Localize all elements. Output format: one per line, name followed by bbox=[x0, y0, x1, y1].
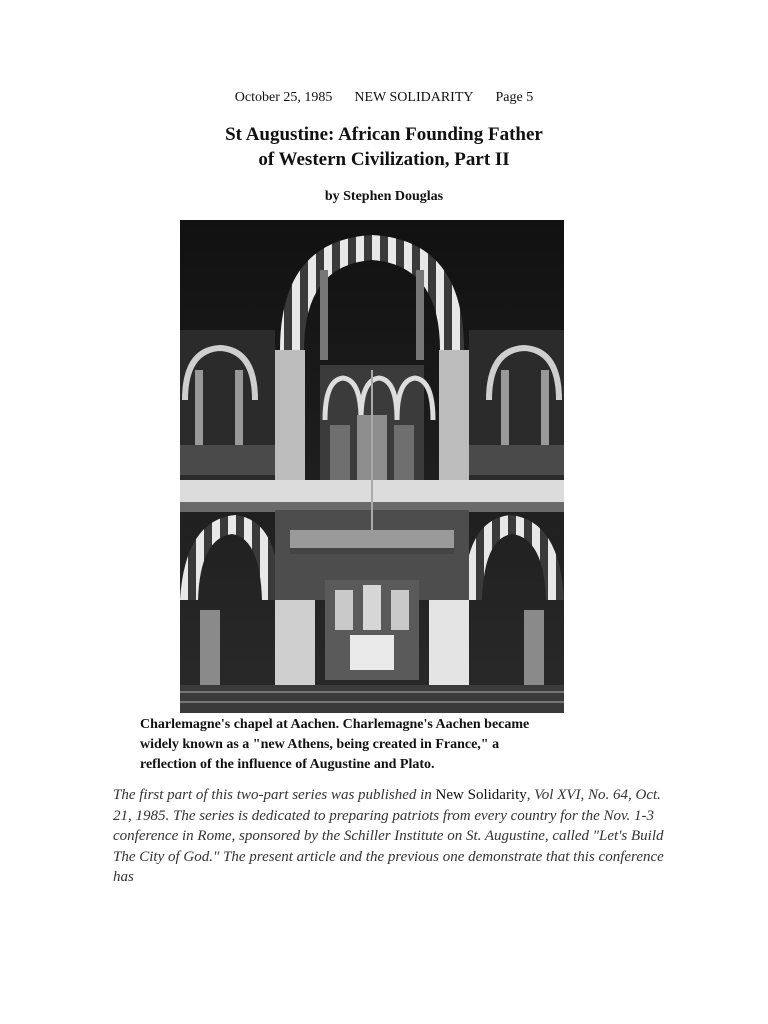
intro-paragraph bbox=[113, 785, 673, 888]
intro-text-start: The first part of this two-part series was published in bbox=[113, 787, 436, 803]
header-page-number: Page 5 bbox=[495, 90, 534, 105]
chapel-photo bbox=[180, 220, 564, 713]
running-header bbox=[0, 90, 768, 106]
photo-caption bbox=[140, 715, 610, 775]
caption-line-1: Charlemagne's chapel at Aachen. Charlemagne's Aachen became bbox=[140, 717, 530, 732]
header-date: October 25, 1985 bbox=[234, 90, 333, 105]
title-line-2: of Western Civilization, Part II bbox=[258, 149, 510, 170]
article-title bbox=[0, 122, 768, 172]
caption-line-2: widely known as a "new Athens, being created in France," a bbox=[140, 737, 500, 752]
caption-line-3: reflection of the influence of Augustine and Plato. bbox=[140, 757, 435, 772]
intro-text-rest: , Vol XVI, No. 64, Oct. 21, 1985. The series is dedicated to preparing patriots from every country for the Nov. 1-3 conference in Rome, sponsored by the Schiller Institute on St. Augustine, called "Let's Build The City of God." The present article and the previous one demonstrate that this conference has bbox=[113, 787, 664, 885]
intro-publication-name: New Solidarity bbox=[435, 787, 527, 803]
byline: by Stephen Douglas bbox=[324, 189, 444, 204]
title-line-1: St Augustine: African Founding Father bbox=[225, 124, 543, 145]
header-publication: NEW SOLIDARITY bbox=[354, 90, 474, 105]
